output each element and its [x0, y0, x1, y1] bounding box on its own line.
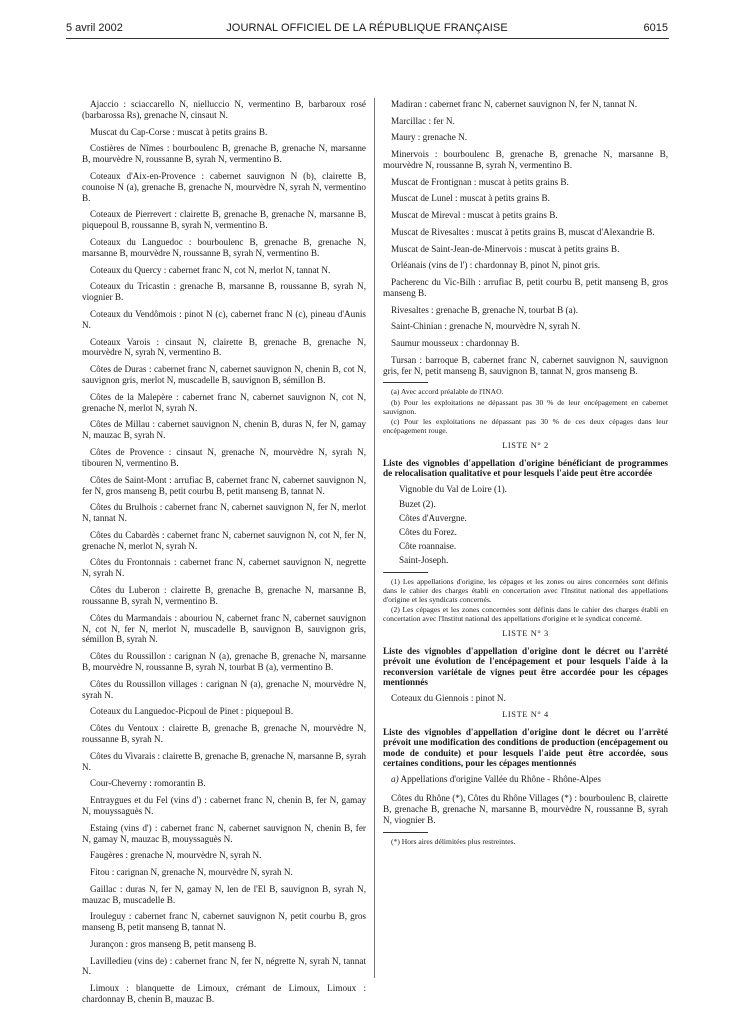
liste-3-heading: Liste des vignobles d'appellation d'origine dont le décret ou l'arrêté prévoit une évolution de l'encépagement et pour lesquels l'aide à la reconversion variétale de vignes peut être accordée pour les cépages mentionnés [383, 646, 668, 688]
liste-4-subheading [391, 774, 668, 785]
appellation-entry: Faugères : grenache N, mourvèdre N, syrah N. [90, 850, 262, 861]
liste-2-label: LISTE N° 2 [502, 440, 549, 450]
appellation-entry: Coteaux du Languedoc-Picpoul de Pinet : piquepoul B. [90, 706, 294, 717]
appellation-entry: Muscat de Lunel : muscat à petits grains B. [391, 193, 550, 204]
appellation-entry: Minervois : bourboulenc B, grenache B, grenache N, marsanne B, mourvèdre N, roussanne B, syrah N, vermentino B. [383, 149, 668, 171]
right-column-entries [383, 99, 668, 376]
appellation-entry: Coteaux de Pierrevert : clairette B, grenache B, grenache N, marsanne B, piquepoul B, roussanne B, syrah N, vermentino B. [82, 209, 366, 231]
appellation-entry: Coteaux du Quercy : cabernet franc N, cot N, merlot N, tannat N. [90, 264, 331, 275]
appellation-entry: Côtes du Roussillon : carignan N (a), grenache B, grenache N, marsanne B, mourvèdre N, roussanne B, syrah N, tourbat B (a), vermentino B. [82, 651, 366, 673]
liste-4-sub-text: Appellations d'origine Vallée du Rhône - Rhône-Alpes [400, 774, 601, 785]
appellation-entry: Madiran : cabernet franc N, cabernet sauvignon N, fer N, tannat N. [391, 99, 638, 109]
appellation-entry: Côtes du Cabardès : cabernet franc N, cabernet sauvignon N, cot N, fer N, grenache N, merlot N, syrah N. [82, 529, 366, 551]
appellation-entry: Côtes de la Malepère : cabernet franc N, cabernet sauvignon N, cot N, grenache N, merlot N, syrah N. [82, 391, 366, 413]
appellation-entry: Maury : grenache N. [391, 132, 468, 143]
appellation-entry: Coteaux du Tricastin : grenache B, marsanne B, roussanne B, syrah N, viognier B. [82, 281, 366, 303]
vineyard-item: Buzet (2). [399, 498, 436, 509]
appellation-entry: Coteaux Varois : cinsaut N, clairette B, grenache B, grenache N, mourvèdre N, syrah N, vermentino B. [82, 336, 366, 358]
vineyard-item: Côtes du Rhône (*), Côtes du Rhône Villages (*) : bourboulenc B, clairette B, grenache B, grenache N, marsanne B, mourvèdre N, roussanne B, syrah N, viognier B. [383, 793, 668, 826]
vineyard-item: Côtes du Forez. [399, 526, 457, 537]
footnote-rule [383, 382, 428, 383]
appellation-entry: Tursan : barroque B, cabernet franc N, cabernet sauvignon N, sauvignon gris, fer N, petit manseng B, sauvignon B, tannat N, gros manseng B. [383, 354, 668, 376]
appellation-entry: Muscat du Cap-Corse : muscat à petits grains B. [90, 126, 268, 137]
appellation-entry: Pacherenc du Vic-Bilh : arrufiac B, petit courbu B, petit manseng B, gros manseng B. [383, 276, 668, 298]
vineyard-item: Saint-Joseph. [399, 554, 449, 565]
liste-4-footnote: (*) Hors aires délimitées plus restreintes. [391, 837, 516, 846]
appellation-entry: Gaillac : duras N, fer N, gamay N, len de l'El B, sauvignon B, syrah N, mauzac B, muscadelle B. [82, 883, 366, 905]
appellation-entry: Muscat de Rivesaltes : muscat à petits grains B, muscat d'Alexandrie B. [391, 226, 655, 237]
footnote: (2) Les cépages et les zones concernées sont définis dans le cahier des charges établi en concertation avec l'Institut national des appellations d'origine et le syndicat concerné. [383, 605, 668, 624]
header-rule [66, 38, 669, 39]
footnote: (a) Avec accord préalable de l'INAO. [391, 387, 504, 397]
appellation-entry: Ajaccio : sciaccarello N, nielluccio N, vermentino B, barbaroux rosé (barbarossa Rs), grenache N, cinsaut N. [82, 99, 366, 120]
footnote: (1) Les appellations d'origine, les cépages et les zones ou aires concernées sont définis dans le cahier des charges établi en concertation avec l'Institut national des appellations d'origine et les syndicats concernés. [383, 576, 668, 604]
liste-4-sub-letter: a) [391, 774, 399, 785]
appellation-entry: Cour-Cheverny : romorantin B. [90, 778, 206, 789]
appellation-entry: Côtes de Saint-Mont : arrufiac B, cabernet franc N, cabernet sauvignon N, fer N, gros manseng B, petit courbu B, petit manseng B, tannat N. [82, 474, 366, 496]
footnote: (c) Pour les exploitations ne dépassant pas 30 % de ces deux cépages dans leur encépagement rouge. [383, 416, 668, 435]
appellation-entry: Coteaux d'Aix-en-Provence : cabernet sauvignon N (b), clairette B, counoise N (a), grenache B, grenache N, mourvèdre N, syrah N, vermentino B. [82, 170, 366, 203]
appellation-entry: Lavilledieu (vins de) : cabernet franc N, fer N, négrette N, syrah N, tannat N. [82, 955, 366, 977]
liste-4-items [383, 793, 668, 826]
appellation-entry: Côtes du Ventoux : clairette B, grenache B, grenache N, mourvèdre N, roussanne B, syrah N. [82, 723, 366, 745]
footnotes-list-1 [383, 387, 668, 434]
appellation-entry: Estaing (vins d') : cabernet franc N, cabernet sauvignon N, chenin B, fer N, gamay N, mauzac B, mouyssaguès N. [82, 822, 366, 844]
appellation-entry: Côtes du Vivarais : clairette B, grenache B, grenache N, marsanne B, syrah N. [82, 750, 366, 772]
footnote: (b) Pour les exploitations ne dépassant pas 30 % de leur encépagement en cabernet sauvignon. [383, 397, 668, 416]
vineyard-item: Côte roannaise. [399, 540, 457, 551]
appellation-entry: Côtes du Marmandais : abouriou N, cabernet franc N, cabernet sauvignon N, cot N, fer N, merlot N, muscadelle B, sauvignon B, sauvignon gris, sémillon B, syrah N. [82, 612, 366, 645]
appellation-entry: Saint-Chinian : grenache N, mourvèdre N, syrah N. [391, 321, 581, 332]
appellation-entry: Coteaux du Languedoc : bourboulenc B, grenache B, grenache N, marsanne B, mourvèdre N, roussanne B, syrah N, vermentino B. [82, 237, 366, 258]
appellation-entry: Coteaux du Vendômois : pinot N (c), cabernet franc N (c), pineau d'Aunis N. [82, 308, 366, 330]
appellation-entry: Muscat de Mireval : muscat à petits grains B. [391, 210, 558, 221]
page-header [66, 22, 668, 36]
appellation-entry: Marcillac : fer N. [391, 115, 455, 126]
appellation-entry: Côtes du Brulhois : cabernet franc N, cabernet sauvignon N, fer N, merlot N, tannat N. [82, 502, 366, 524]
footnote-rule [383, 832, 428, 833]
liste-3-items [383, 693, 668, 704]
left-column [82, 99, 366, 1011]
appellation-entry: Saumur mousseux : chardonnay B. [391, 337, 520, 348]
liste-4-heading: Liste des vignobles d'appellation d'origine dont le décret ou l'arrêté prévoit une modification des conditions de production (encépagement ou mode de conduite) et pour lesquels l'aide peut être accordée, sous certaines conditions, pour les cépages mentionnés [383, 727, 668, 769]
liste-2-items [383, 484, 668, 565]
right-column [383, 99, 668, 847]
vineyard-item: Vignoble du Val de Loire (1). [399, 484, 507, 495]
header-page-number: 6015 [643, 22, 668, 34]
footnote-rule [383, 572, 428, 573]
appellation-entry: Côtes du Roussillon villages : carignan N (a), grenache N, mourvèdre N, syrah N. [82, 678, 366, 700]
appellation-entry: Muscat de Frontignan : muscat à petits grains B. [391, 176, 569, 187]
appellation-entry: Irouleguy : cabernet franc N, cabernet sauvignon N, petit courbu B, gros manseng B, petit manseng B, tannat N. [82, 911, 366, 933]
header-date: 5 avril 2002 [66, 22, 123, 34]
vineyard-item: Côtes d'Auvergne. [399, 512, 467, 523]
appellation-entry: Jurançon : gros manseng B, petit manseng B. [90, 938, 257, 949]
liste-2-footnotes [383, 577, 668, 623]
appellation-entry: Côtes de Duras : cabernet franc N, cabernet sauvignon N, chenin B, cot N, sauvignon gris, merlot N, muscadelle B, sauvignon B, sémillon B. [82, 364, 366, 386]
column-divider [374, 98, 375, 978]
liste-4-label: LISTE N° 4 [502, 710, 549, 720]
appellation-entry: Muscat de Saint-Jean-de-Minervois : muscat à petits grains B. [391, 243, 620, 254]
appellation-entry: Côtes du Luberon : clairette B, grenache B, grenache N, marsanne B, roussanne B, syrah N, vermentino B. [82, 585, 366, 606]
appellation-entry: Limoux : blanquette de Limoux, crémant de Limoux, Limoux : chardonnay B, chenin B, mauzac B. [82, 983, 366, 1005]
appellation-entry: Fitou : carignan N, grenache N, mourvèdre N, syrah N. [90, 866, 293, 877]
vineyard-item: Coteaux du Giennois : pinot N. [391, 693, 506, 704]
appellation-entry: Costières de Nîmes : bourboulenc B, grenache B, grenache N, marsanne B, mourvèdre N, roussanne B, syrah N, vermentino B. [82, 143, 366, 165]
appellation-entry: Entraygues et du Fel (vins d') : cabernet franc N, chenin B, fer N, gamay N, mouyssaguès N. [82, 795, 366, 816]
appellation-entry: Côtes du Frontonnais : cabernet franc N, cabernet sauvignon N, negrette N, syrah N. [82, 557, 366, 579]
appellation-entry: Orléanais (vins de l') : chardonnay B, pinot N, pinot gris. [391, 260, 601, 271]
liste-3-label: LISTE N° 3 [502, 629, 549, 639]
appellation-entry: Côtes de Millau : cabernet sauvignon N, chenin B, duras N, fer N, gamay N, mauzac B, syrah N. [82, 419, 366, 441]
liste-2-heading: Liste des vignobles d'appellation d'origine bénéficiant de programmes de relocalisation qualitative et pour lesquels l'aide peut être accordée [383, 457, 668, 479]
appellation-entry: Rivesaltes : grenache B, grenache N, tourbat B (a). [391, 304, 578, 315]
header-title: JOURNAL OFFICIEL DE LA RÉPUBLIQUE FRANÇAISE [226, 22, 508, 34]
appellation-entry: Côtes de Provence : cinsaut N, grenache N, mourvèdre N, syrah N, tibouren N, vermentino B. [82, 447, 366, 468]
